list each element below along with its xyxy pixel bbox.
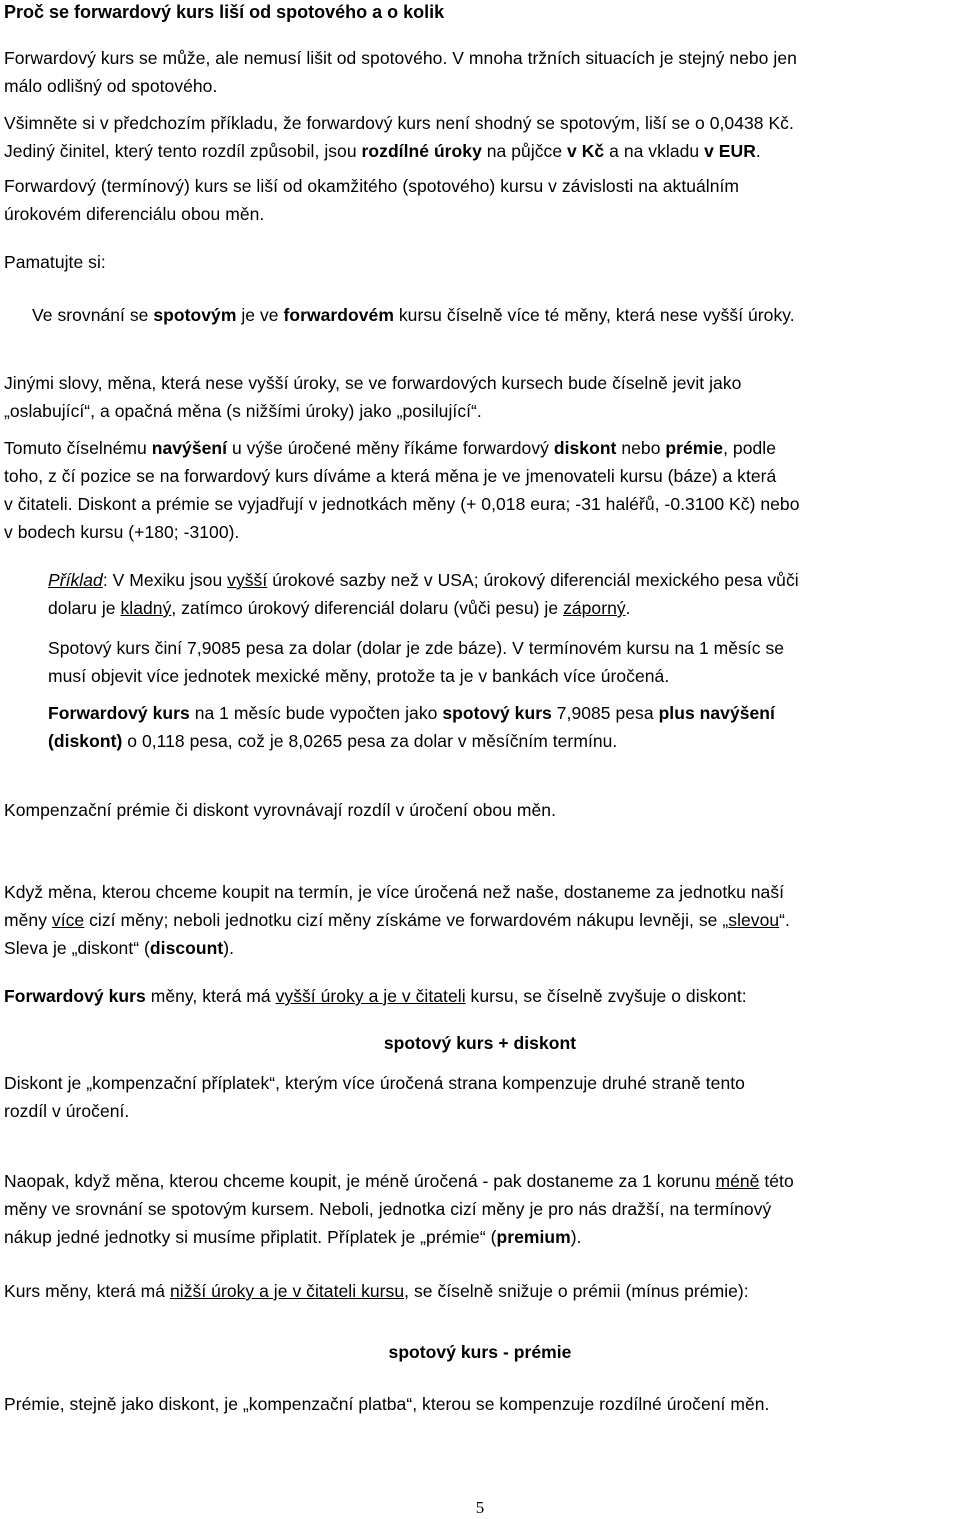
remember-rule [32, 301, 795, 329]
underlined-text: záporný [563, 598, 626, 618]
paragraph-line: v bodech kursu (+180; -3100). [4, 522, 240, 542]
paragraph-line: Kompenzační prémie či diskont vyrovnávají rozdíl v úročení obou měn. [4, 800, 557, 820]
bold-text: (diskont) [48, 731, 123, 751]
bold-text: discount [149, 938, 224, 958]
paragraph-line [4, 1223, 582, 1251]
bold-text: forwardovém [283, 305, 394, 325]
paragraph-line: Když měna, kterou chceme koupit na termín, je více úročená než naše, dostaneme za jednotku naší [4, 882, 785, 902]
example-label: Příklad [48, 570, 103, 590]
paragraph-line: v čitateli. Diskont a prémie se vyjadřují v jednotkách měny (+ 0,018 eura; -31 haléřů, -0.3100 Kč) nebo [4, 494, 800, 514]
formula-premium: spotový kurs - prémie [388, 1342, 572, 1362]
paragraph-line: Prémie, stejně jako diskont, je „kompenzační platba“, kterou se kompenzuje rozdílné úročení měn. [4, 1394, 770, 1414]
paragraph-line: měny ve srovnání se spotovým kursem. Neboli, jednotka cizí měny je pro nás dražší, na termínový [4, 1199, 772, 1219]
text-run: . [625, 598, 631, 618]
bold-text: spotovým [153, 305, 237, 325]
bold-text: Forwardový kurs [4, 986, 146, 1006]
example-line [48, 566, 799, 594]
text-run: nákup jedné jednotky si musíme připlatit. Příplatek je „prémie“ ( [4, 1227, 497, 1247]
text-run: měny, která má [145, 986, 276, 1006]
text-run: Ve srovnání se [32, 305, 154, 325]
bold-text: prémie [665, 438, 724, 458]
text-run: úrokové sazby než v USA; úrokový diferenciál mexického pesa vůči [267, 570, 799, 590]
paragraph-line [4, 934, 234, 962]
bold-text: diskont [553, 438, 617, 458]
paragraph-line [4, 434, 776, 462]
text-run: ). [223, 938, 235, 958]
page-number: 5 [475, 1498, 485, 1517]
text-run: : V Mexiku jsou [102, 570, 228, 590]
text-run: Kurs měny, která má [4, 1281, 171, 1301]
text-run: kursu číselně více té měny, která nese vyšší úroky. [393, 305, 795, 325]
text-run: cizí měny; neboli jednotku cizí měny získáme ve forwardovém nákupu levněji, se „ [84, 910, 729, 930]
text-run: a na vkladu [604, 141, 705, 161]
text-run: u výše úročené měny říkáme forwardový [227, 438, 554, 458]
example-line [48, 727, 617, 755]
text-run: Naopak, když měna, kterou chceme koupit, je méně úročená - pak dostaneme za 1 korunu [4, 1171, 716, 1191]
paragraph-line: málo odlišný od spotového. [4, 76, 218, 96]
section-heading: Proč se forwardový kurs liší od spotového a o kolik [4, 2, 445, 22]
text-run: na 1 měsíc bude vypočten jako [189, 703, 443, 723]
paragraph-line: Jinými slovy, měna, která nese vyšší úroky, se ve forwardových kursech bude číselně jevit jako [4, 373, 742, 393]
underlined-text: vyšší úroky a je v čitateli [275, 986, 466, 1006]
text-run: 7,9085 pesa [551, 703, 659, 723]
text-run: “. [779, 910, 790, 930]
paragraph-line [4, 1167, 794, 1195]
paragraph-line [4, 906, 790, 934]
text-run: této [759, 1171, 794, 1191]
paragraph-line: úrokovém diferenciálu obou měn. [4, 204, 265, 224]
text-run: o 0,118 pesa, což je 8,0265 pesa za dolar v měsíčním termínu. [122, 731, 618, 751]
text-run: . [755, 141, 761, 161]
example-line: musí objevit více jednotek mexické měny, protože ta je v bankách více úročená. [48, 666, 670, 686]
paragraph-line: Forwardový kurs se může, ale nemusí lišit od spotového. V mnoha tržních situacích je stejný nebo jen [4, 48, 797, 68]
example-line: Spotový kurs činí 7,9085 pesa za dolar (dolar je zde báze). V termínovém kursu na 1 měsíc se [48, 638, 785, 658]
paragraph-line: Forwardový (termínový) kurs se liší od okamžitého (spotového) kursu v závislosti na aktuálním [4, 176, 740, 196]
bold-text: v EUR [704, 141, 756, 161]
text-run: ). [570, 1227, 582, 1247]
text-run: Tomuto číselnému [4, 438, 152, 458]
paragraph-line [4, 1277, 749, 1305]
bold-text: plus navýšení [658, 703, 775, 723]
text-run: kursu, se číselně zvyšuje o diskont: [465, 986, 747, 1006]
example-line [48, 594, 631, 622]
remember-label: Pamatujte si: [4, 252, 106, 272]
paragraph-line: rozdíl v úročení. [4, 1101, 130, 1121]
formula-discount: spotový kurs + diskont [383, 1033, 577, 1053]
underlined-text: více [51, 910, 85, 930]
paragraph-line: toho, z čí pozice se na forwardový kurs díváme a která měna je ve jmenovateli kursu (báze) a která [4, 466, 777, 486]
paragraph-line: „oslabující“, a opačná měna (s nižšími úroky) jako „posilující“. [4, 401, 482, 421]
bold-text: rozdílné úroky [361, 141, 482, 161]
text-run: , podle [723, 438, 777, 458]
text-run: na půjčce [481, 141, 568, 161]
paragraph-line [4, 982, 747, 1010]
text-run: dolaru je [48, 598, 121, 618]
bold-text: spotový kurs [442, 703, 552, 723]
text-run: , zatímco úrokový diferenciál dolaru (vůči pesu) je [171, 598, 564, 618]
text-run: , se číselně snižuje o prémii (mínus prémie): [404, 1281, 749, 1301]
text-run: Sleva je „diskont“ ( [4, 938, 150, 958]
paragraph-line [4, 137, 761, 165]
underlined-text: vyšší [227, 570, 268, 590]
underlined-text: méně [715, 1171, 760, 1191]
paragraph-line: Diskont je „kompenzační příplatek“, kterým více úročená strana kompenzuje druhé straně tento [4, 1073, 745, 1093]
underlined-text: slevou [728, 910, 780, 930]
paragraph-line: Všimněte si v předchozím příkladu, že forwardový kurs není shodný se spotovým, liší se o 0,0438 Kč. [4, 113, 794, 133]
bold-text: v Kč [567, 141, 605, 161]
underlined-text: nižší úroky a je v čitateli kursu [170, 1281, 405, 1301]
underlined-text: kladný [120, 598, 172, 618]
bold-text: Forwardový kurs [48, 703, 190, 723]
text-run: je ve [236, 305, 284, 325]
text-run: Jediný činitel, který tento rozdíl způsobil, jsou [4, 141, 362, 161]
example-line [48, 699, 775, 727]
bold-text: premium [496, 1227, 571, 1247]
text-run: měny [4, 910, 52, 930]
bold-text: navýšení [151, 438, 228, 458]
text-run: nebo [616, 438, 666, 458]
